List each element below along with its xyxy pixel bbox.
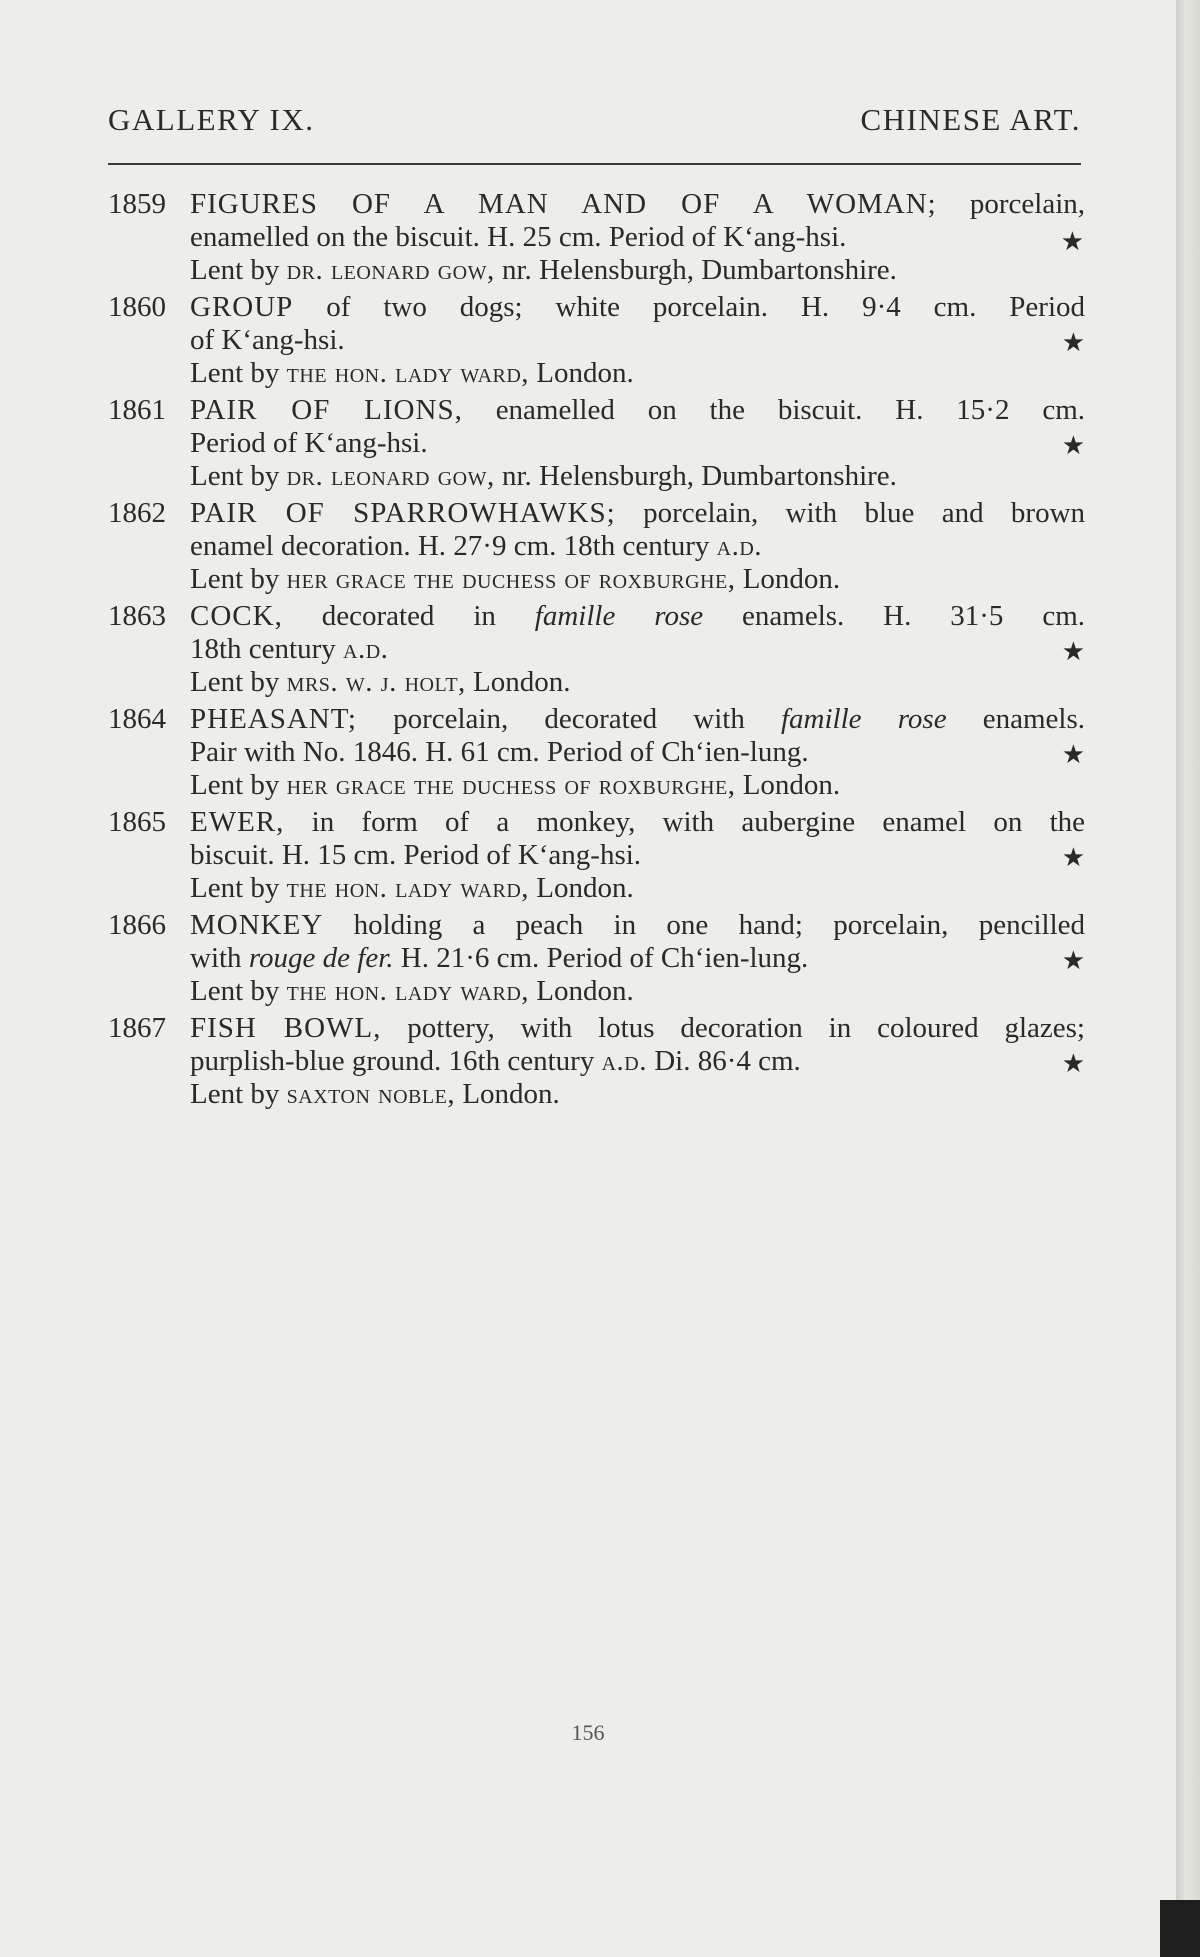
gallery-heading: GALLERY IX. xyxy=(108,102,315,137)
page-number: 156 xyxy=(571,1720,605,1745)
entry-title: PAIR OF LIONS, xyxy=(190,394,463,426)
catalogue-entry-1859: 1859 FIGURES OF A MAN AND OF A WOMAN; porcelain, enamelled on the biscuit. H. 25 cm. Period of K‘ang-hsi. ★ Lent by dr. leonard gow, nr. Helensburgh, Dumbartonshire. xyxy=(108,188,1086,286)
section-heading: CHINESE ART. xyxy=(860,102,1081,137)
catalogue-entry-1861: 1861 PAIR OF LIONS, enamelled on the biscuit. H. 15·2 cm. Period of K‘ang-hsi. ★ Lent by dr. leonard gow, nr. Helensburgh, Dumbartonshire. xyxy=(108,394,1085,492)
page-corner-shadow xyxy=(1160,1900,1200,1957)
entry-title: FISH BOWL, xyxy=(190,1012,382,1044)
entry-number: 1860 xyxy=(108,291,166,323)
entry-description: of K‘ang-hsi. xyxy=(190,324,345,356)
entry-description: Period of K‘ang-hsi. xyxy=(190,427,428,459)
entry-number: 1867 xyxy=(108,1012,166,1044)
lender-name: her grace the duchess of roxburghe, xyxy=(286,563,736,595)
star-icon: ★ xyxy=(1061,740,1085,769)
entry-description: purplish-blue ground. 16th century xyxy=(190,1045,595,1077)
catalogue-entry-1862: 1862 PAIR OF SPARROWHAWKS; porcelain, with blue and brown enamel decoration. H. 27·9 cm. 18th century a.d. Lent by her grace the duchess of roxburghe, London. xyxy=(108,497,1086,595)
entry-title: GROUP xyxy=(190,291,294,323)
entry-title: MONKEY xyxy=(190,909,324,941)
star-icon: ★ xyxy=(1061,946,1085,975)
entry-title: PAIR OF SPARROWHAWKS; xyxy=(190,497,616,529)
star-icon: ★ xyxy=(1061,328,1085,357)
running-header xyxy=(108,102,1081,148)
star-icon: ★ xyxy=(1061,431,1085,460)
catalogue-entry-1863: 1863 COCK, decorated in famille rose enamels. H. 31·5 cm. 18th century a.d. ★ Lent by mrs. w. j. holt, London. xyxy=(108,600,1086,698)
entry-number: 1865 xyxy=(108,806,166,838)
entry-title: PHEASANT; xyxy=(190,703,357,735)
entry-number: 1862 xyxy=(108,497,166,529)
lender-name: her grace the duchess of roxburghe, xyxy=(286,769,736,801)
star-icon: ★ xyxy=(1061,637,1085,666)
lender-name: dr. leonard gow, xyxy=(286,460,495,492)
entry-description: H. 21·6 cm. Period of Ch‘ien-lung. xyxy=(400,942,809,974)
lender-name: mrs. w. j. holt, xyxy=(286,666,466,698)
lender-name: the hon. lady ward, xyxy=(286,872,530,904)
catalogue-entry-1866: 1866 MONKEY holding a peach in one hand; porcelain, pencilled with rouge de fer. H. 21·6 cm. Period of Ch‘ien-lung. ★ Lent by the hon. lady ward, London. xyxy=(108,909,1085,1007)
catalogue-entry-1864: 1864 PHEASANT; porcelain, decorated with famille rose enamels. Pair with No. 1846. H. 61 cm. Period of Ch‘ien-lung. ★ Lent by her grace the duchess of roxburghe, London. xyxy=(108,703,1086,801)
entry-title: FIGURES OF A MAN AND OF A WOMAN; xyxy=(190,188,937,220)
entry-description: enamelled on the biscuit. H. 25 cm. Period of K‘ang-hsi. xyxy=(190,221,847,253)
catalogue-entries xyxy=(108,188,1088,1115)
entry-number: 1864 xyxy=(108,703,166,735)
entry-title: EWER, xyxy=(190,806,285,838)
entry-description: 18th century xyxy=(190,633,336,665)
entry-number: 1861 xyxy=(108,394,166,426)
entry-number: 1863 xyxy=(108,600,166,632)
entry-title: COCK, xyxy=(190,600,283,632)
entry-description: Pair with No. 1846. H. 61 cm. Period of Ch‘ien-lung. xyxy=(190,736,809,768)
entry-description: enamel decoration. H. 27·9 cm. 18th century xyxy=(190,530,710,562)
star-icon: ★ xyxy=(1061,843,1085,872)
catalogue-entry-1860: 1860 GROUP of two dogs; white porcelain. H. 9·4 cm. Period of K‘ang-hsi. ★ Lent by the hon. lady ward, London. xyxy=(108,291,1086,389)
catalogue-entry-1865: 1865 EWER, in form of a monkey, with aubergine enamel on the biscuit. H. 15 cm. Period of K‘ang-hsi. ★ Lent by the hon. lady ward, London. xyxy=(108,806,1085,904)
entry-description: biscuit. H. 15 cm. Period of K‘ang-hsi. xyxy=(190,839,642,871)
catalogue-entry-1867: 1867 FISH BOWL, pottery, with lotus decoration in coloured glazes; purplish-blue ground. 16th century a.d. Di. 86·4 cm. ★ Lent by saxton noble, London. xyxy=(108,1012,1085,1110)
lender-name: dr. leonard gow, xyxy=(286,254,495,286)
entry-number: 1866 xyxy=(108,909,166,941)
header-rule xyxy=(108,163,1081,165)
entry-number: 1859 xyxy=(108,188,166,220)
lender-name: the hon. lady ward, xyxy=(286,975,530,1007)
star-icon: ★ xyxy=(1061,1049,1085,1078)
lender-name: saxton noble, xyxy=(286,1078,456,1110)
lender-name: the hon. lady ward, xyxy=(286,357,530,389)
star-icon: ★ xyxy=(1060,227,1084,256)
page-edge xyxy=(1176,0,1200,1957)
